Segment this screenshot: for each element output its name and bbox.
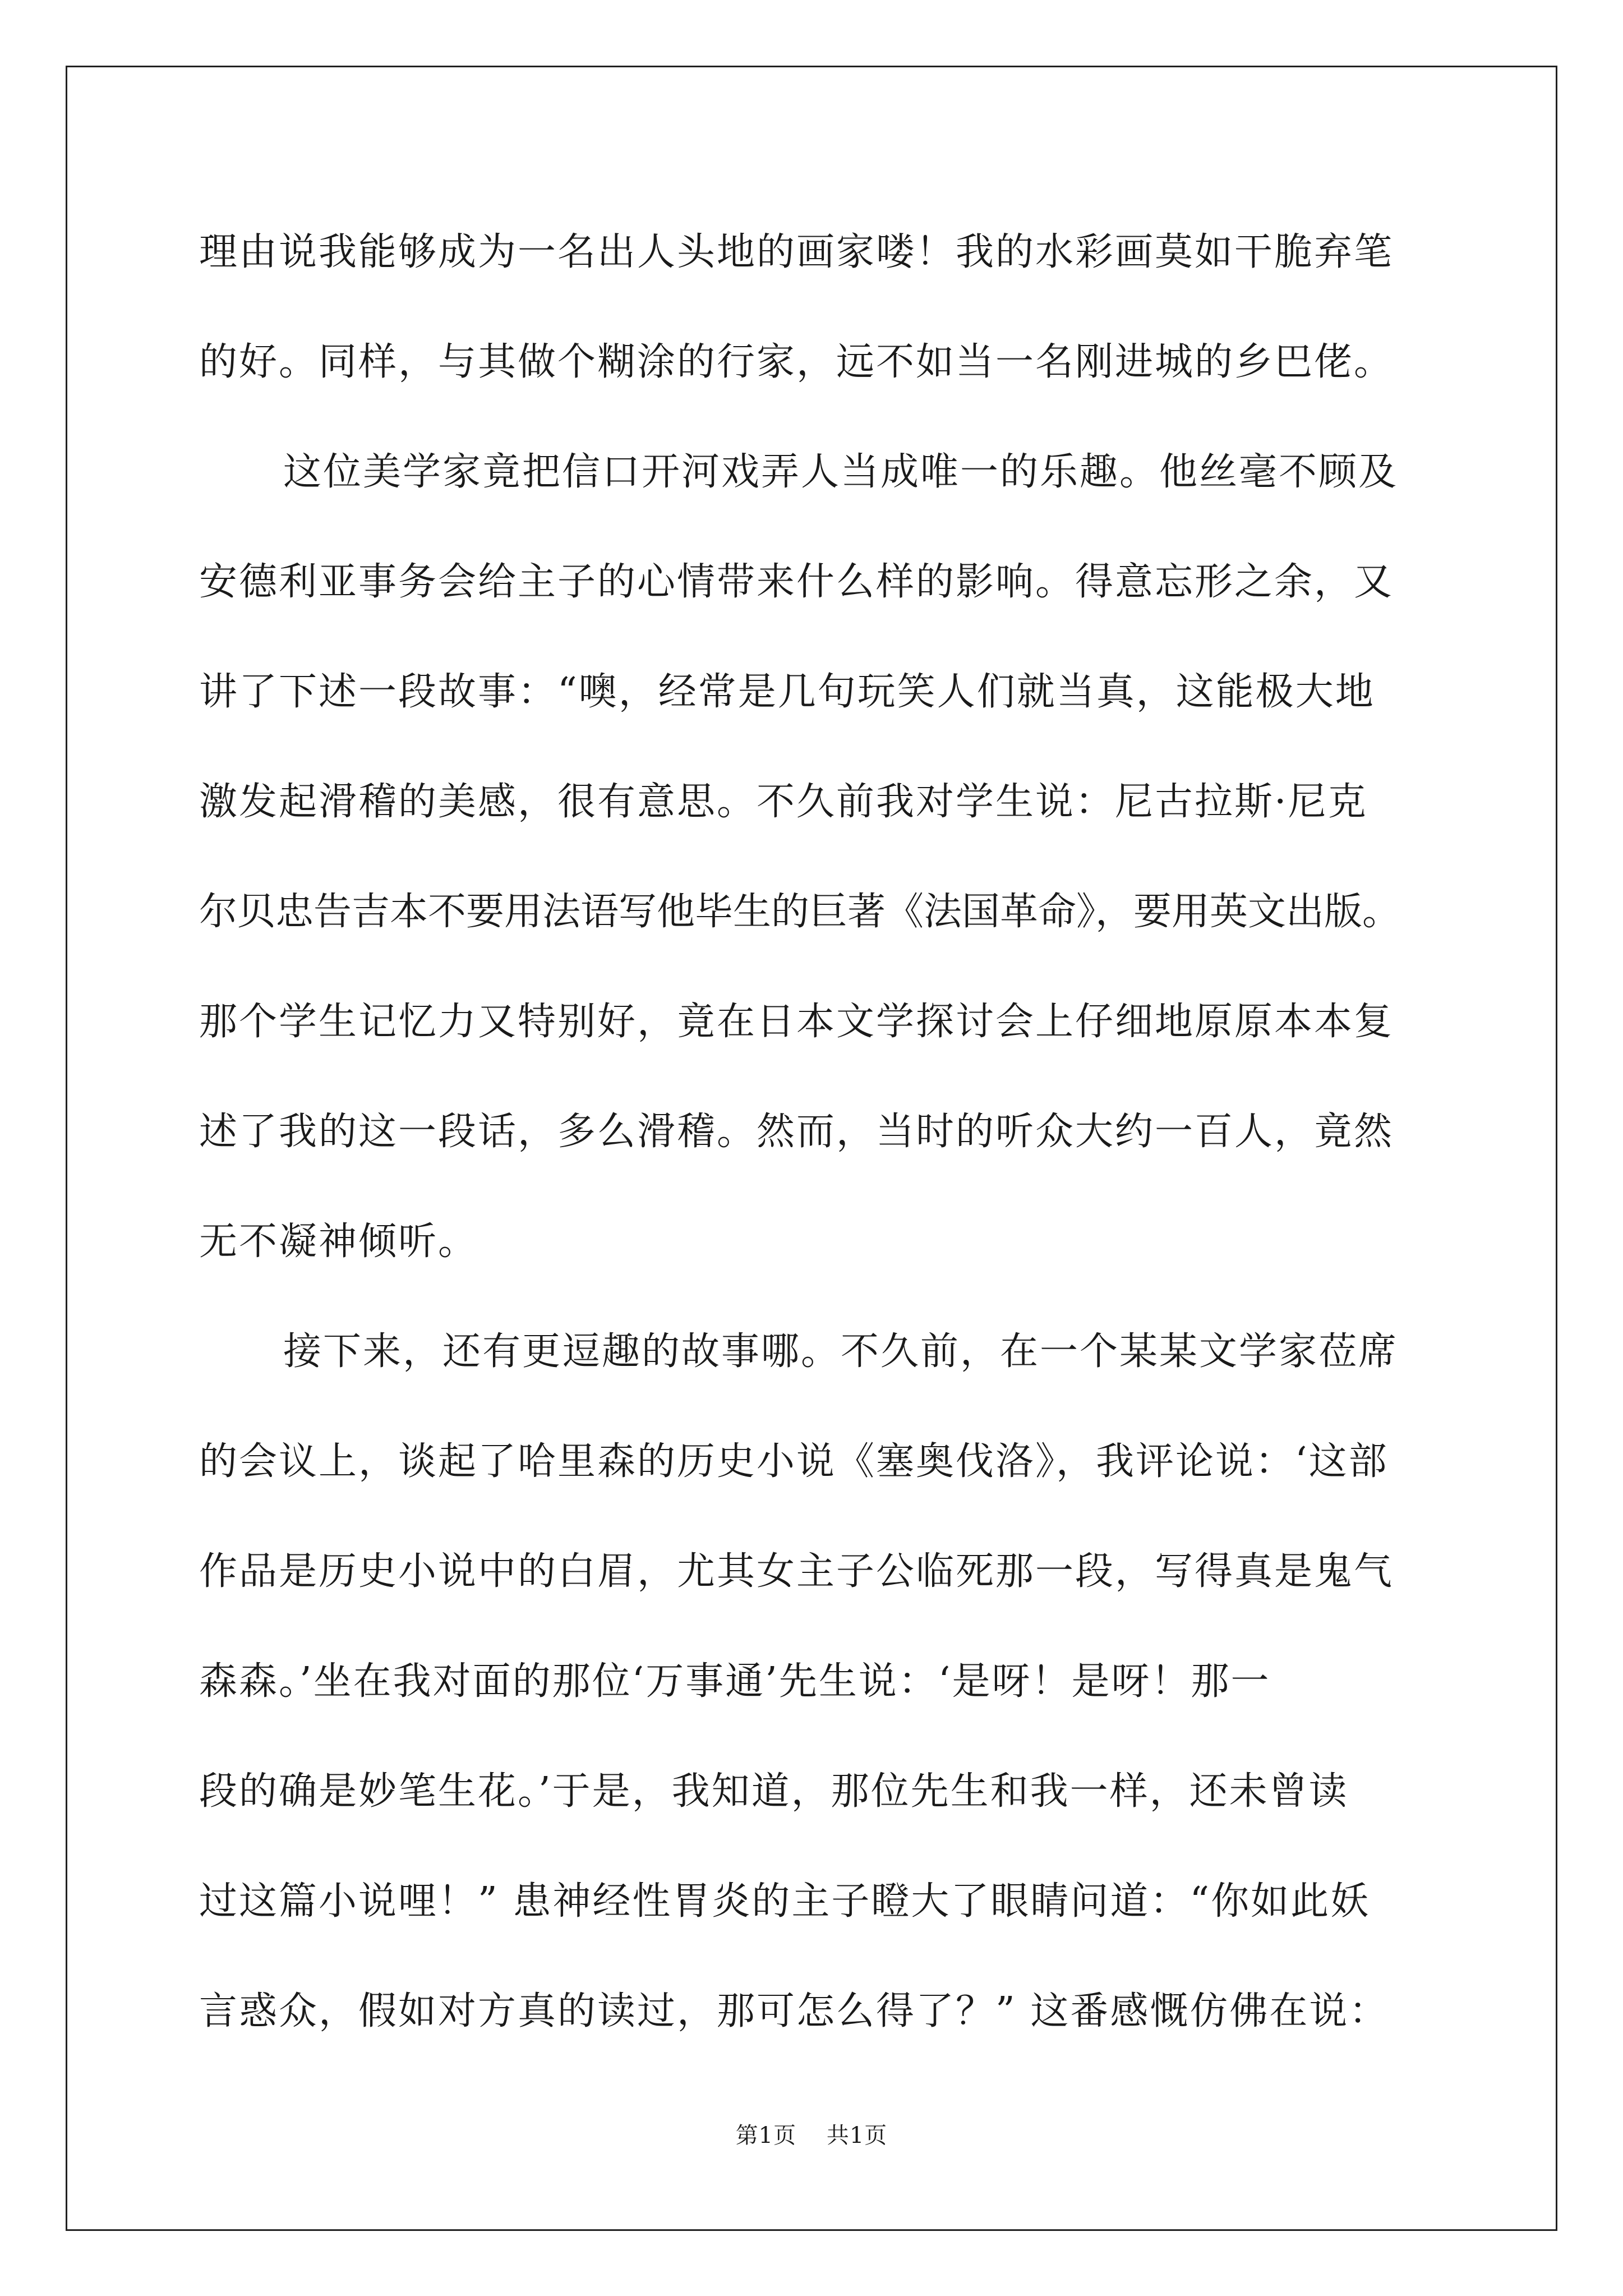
text-line-7: 尔贝忠告吉本不要用法语写他毕生的巨著《法国革命》，要用英文出版。 [199, 890, 1401, 934]
text-line-14: 森森。’坐在我对面的那位‘万事通’先生说：‘是呀！是呀！那一 [199, 1659, 1271, 1704]
text-line-13: 作品是历史小说中的白眉，尤其女主子公临死那一段，写得真是鬼气 [199, 1549, 1394, 1594]
text-line-17: 言惑众，假如对方真的读过，那可怎么得了？” 这番感慨仿佛在说： [199, 1989, 1389, 2033]
text-line-9: 述了我的这一段话，多么滑稽。然而，当时的听众大约一百人，竟然 [199, 1110, 1394, 1154]
text-line-6: 激发起滑稽的美感，很有意思。不久前我对学生说：尼古拉斯·尼克 [199, 780, 1368, 824]
text-line-10: 无不凝神倾听。 [199, 1220, 478, 1264]
text-line-5: 讲了下述一段故事：“噢，经常是几句玩笑人们就当真，这能极大地 [199, 670, 1375, 714]
document-body [199, 213, 1427, 2082]
page-footer [0, 2118, 1623, 2150]
page-number: 第1页 [735, 2123, 797, 2148]
text-line-1: 理由说我能够成为一名出人头地的画家喽！我的水彩画莫如干脆弃笔 [199, 230, 1394, 274]
text-line-15: 段的确是妙笔生花。’于是，我知道，那位先生和我一样，还未曾读 [199, 1769, 1349, 1814]
text-line-4: 安德利亚事务会给主子的心情带来什么样的影响。得意忘形之余，又 [199, 560, 1394, 604]
text-line-2: 的好。同样，与其做个糊涂的行家，远不如当一名刚进城的乡巴佬。 [199, 340, 1394, 384]
text-line-12: 的会议上，谈起了哈里森的历史小说《塞奥伐洛》，我评论说：‘这部 [199, 1439, 1389, 1484]
page-total: 共1页 [826, 2123, 888, 2148]
text-line-8: 那个学生记忆力又特别好，竟在日本文学探讨会上仔细地原原本本复 [199, 1000, 1394, 1044]
text-line-11-paragraph-start: 接下来，还有更逗趣的故事哪。不久前，在一个某某文学家莅席 [283, 1329, 1399, 1374]
text-line-3-paragraph-start: 这位美学家竟把信口开河戏弄人当成唯一的乐趣。他丝毫不顾及 [283, 450, 1399, 494]
text-line-16: 过这篇小说哩！” 患神经性胃炎的主子瞪大了眼睛问道：“你如此妖 [199, 1879, 1371, 1924]
